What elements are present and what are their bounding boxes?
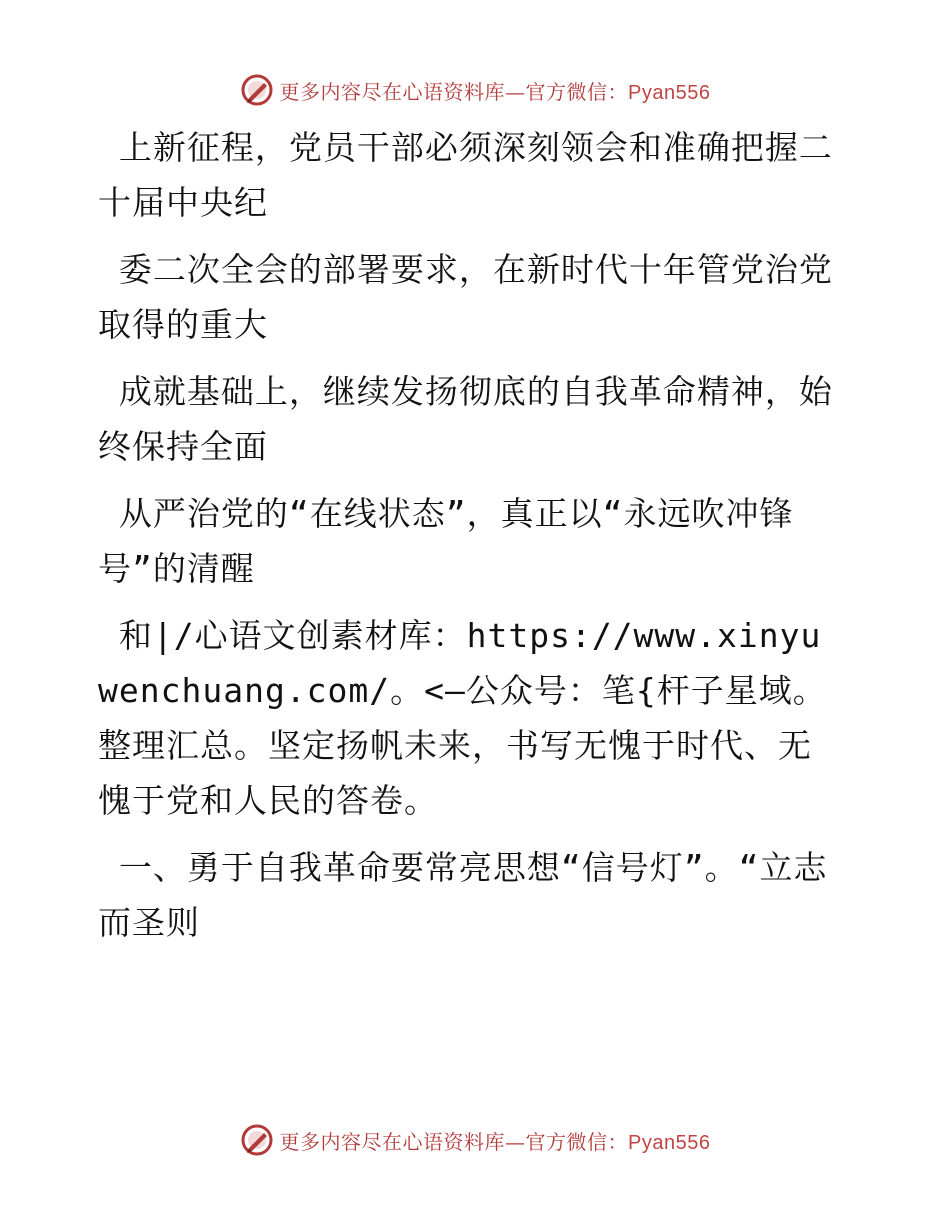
watermark-account: Pyan556 (628, 1131, 711, 1154)
watermark-text (280, 1126, 711, 1155)
pen-circle-logo-icon (240, 1123, 274, 1157)
paragraph-6: 一、勇于自我革命要常亮思想“信号灯”。“立志而圣则 (98, 848, 828, 942)
watermark-brand: 更多内容尽在心语资料库 (279, 79, 506, 104)
watermark-separator: — (505, 1129, 526, 1154)
paragraph-4: 从严治党的“在线状态”，真正以“永远吹冲锋号”的清醒 (98, 494, 794, 588)
paragraph-5: 和|/心语文创素材库：https://www.xinyuwenchuang.com/。<—公众号：笔{杆子星域。整理汇总。坚定扬帆未来，书写无愧于时代、无愧于党和人民的答卷。 (98, 616, 827, 820)
watermark-text (280, 76, 711, 105)
watermark-account: Pyan556 (628, 81, 711, 104)
watermark-brand: 更多内容尽在心语资料库 (279, 1129, 506, 1154)
header-watermark (0, 70, 950, 110)
watermark-contact-label: 官方微信： (525, 1129, 629, 1154)
pen-circle-logo-icon (240, 73, 274, 107)
paragraph-1: 上新征程，党员干部必须深刻领会和准确把握二十届中央纪 (98, 128, 833, 222)
watermark-contact-label: 官方微信： (525, 79, 629, 104)
paragraph-3: 成就基础上，继续发扬彻底的自我革命精神，始终保持全面 (98, 372, 833, 466)
watermark-separator: — (505, 79, 526, 104)
paragraph-2: 委二次全会的部署要求，在新时代十年管党治党取得的重大 (98, 250, 833, 344)
document-body (98, 120, 838, 950)
footer-watermark (0, 1120, 950, 1160)
